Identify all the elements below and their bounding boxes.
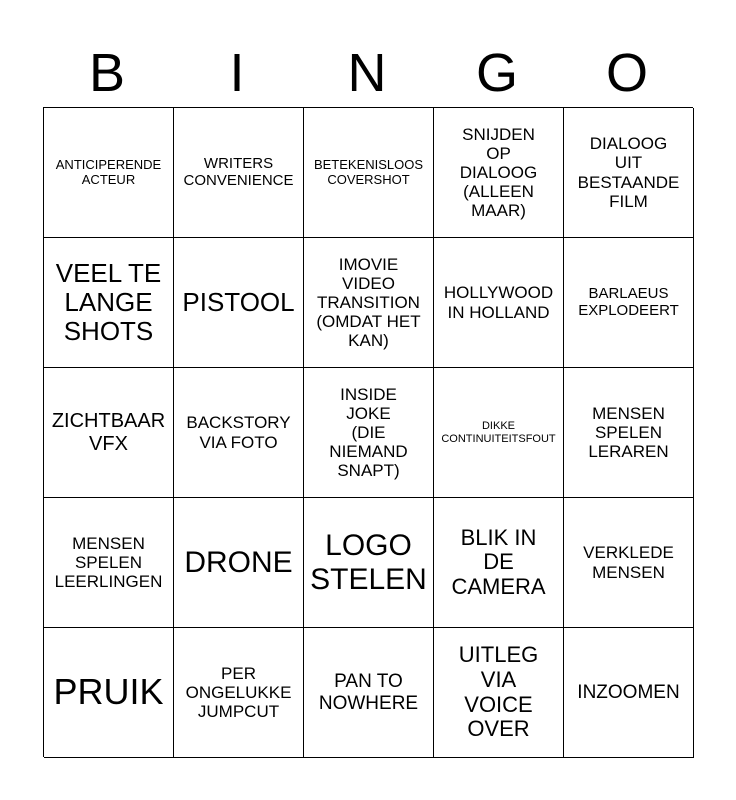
bingo-cell[interactable]: INSIDE JOKE (DIE NIEMAND SNAPT) — [304, 368, 434, 498]
bingo-cell[interactable]: PAN TO NOWHERE — [304, 628, 434, 758]
bingo-cell[interactable]: BARLAEUS EXPLODEERT — [564, 238, 694, 368]
bingo-cell[interactable]: DIKKE CONTINUITEITSFOUT — [434, 368, 564, 498]
bingo-header — [43, 40, 693, 106]
header-letter-b: B — [88, 43, 128, 103]
header-letter-i: I — [229, 43, 247, 103]
bingo-cell[interactable]: IMOVIE VIDEO TRANSITION (OMDAT HET KAN) — [304, 238, 434, 368]
bingo-cell[interactable]: BETEKENISLOOS COVERSHOT — [304, 108, 434, 238]
bingo-cell[interactable]: MENSEN SPELEN LERAREN — [564, 368, 694, 498]
bingo-cell[interactable]: ANTICIPERENDE ACTEUR — [44, 108, 174, 238]
bingo-cell[interactable]: BLIK IN DE CAMERA — [434, 498, 564, 628]
bingo-cell[interactable]: WRITERS CONVENIENCE — [174, 108, 304, 238]
bingo-cell[interactable]: PRUIK — [44, 628, 174, 758]
bingo-cell[interactable]: HOLLYWOOD IN HOLLAND — [434, 238, 564, 368]
header-letter-o: O — [605, 43, 650, 103]
bingo-cell[interactable]: UITLEG VIA VOICE OVER — [434, 628, 564, 758]
bingo-cell[interactable]: DRONE — [174, 498, 304, 628]
bingo-cell[interactable]: PISTOOL — [174, 238, 304, 368]
header-letter-g: G — [475, 43, 520, 103]
bingo-cell[interactable]: DIALOOG UIT BESTAANDE FILM — [564, 108, 694, 238]
bingo-cell[interactable]: VEEL TE LANGE SHOTS — [44, 238, 174, 368]
bingo-grid — [43, 107, 693, 757]
bingo-cell[interactable]: INZOOMEN — [564, 628, 694, 758]
bingo-cell[interactable]: BACKSTORY VIA FOTO — [174, 368, 304, 498]
bingo-cell[interactable]: VERKLEDE MENSEN — [564, 498, 694, 628]
bingo-cell[interactable]: ZICHTBAAR VFX — [44, 368, 174, 498]
header-letter-n: N — [347, 43, 389, 103]
bingo-cell[interactable]: MENSEN SPELEN LEERLINGEN — [44, 498, 174, 628]
bingo-cell[interactable]: PER ONGELUKKE JUMPCUT — [174, 628, 304, 758]
bingo-cell[interactable]: LOGO STELEN — [304, 498, 434, 628]
bingo-cell[interactable]: SNIJDEN OP DIALOOG (ALLEEN MAAR) — [434, 108, 564, 238]
